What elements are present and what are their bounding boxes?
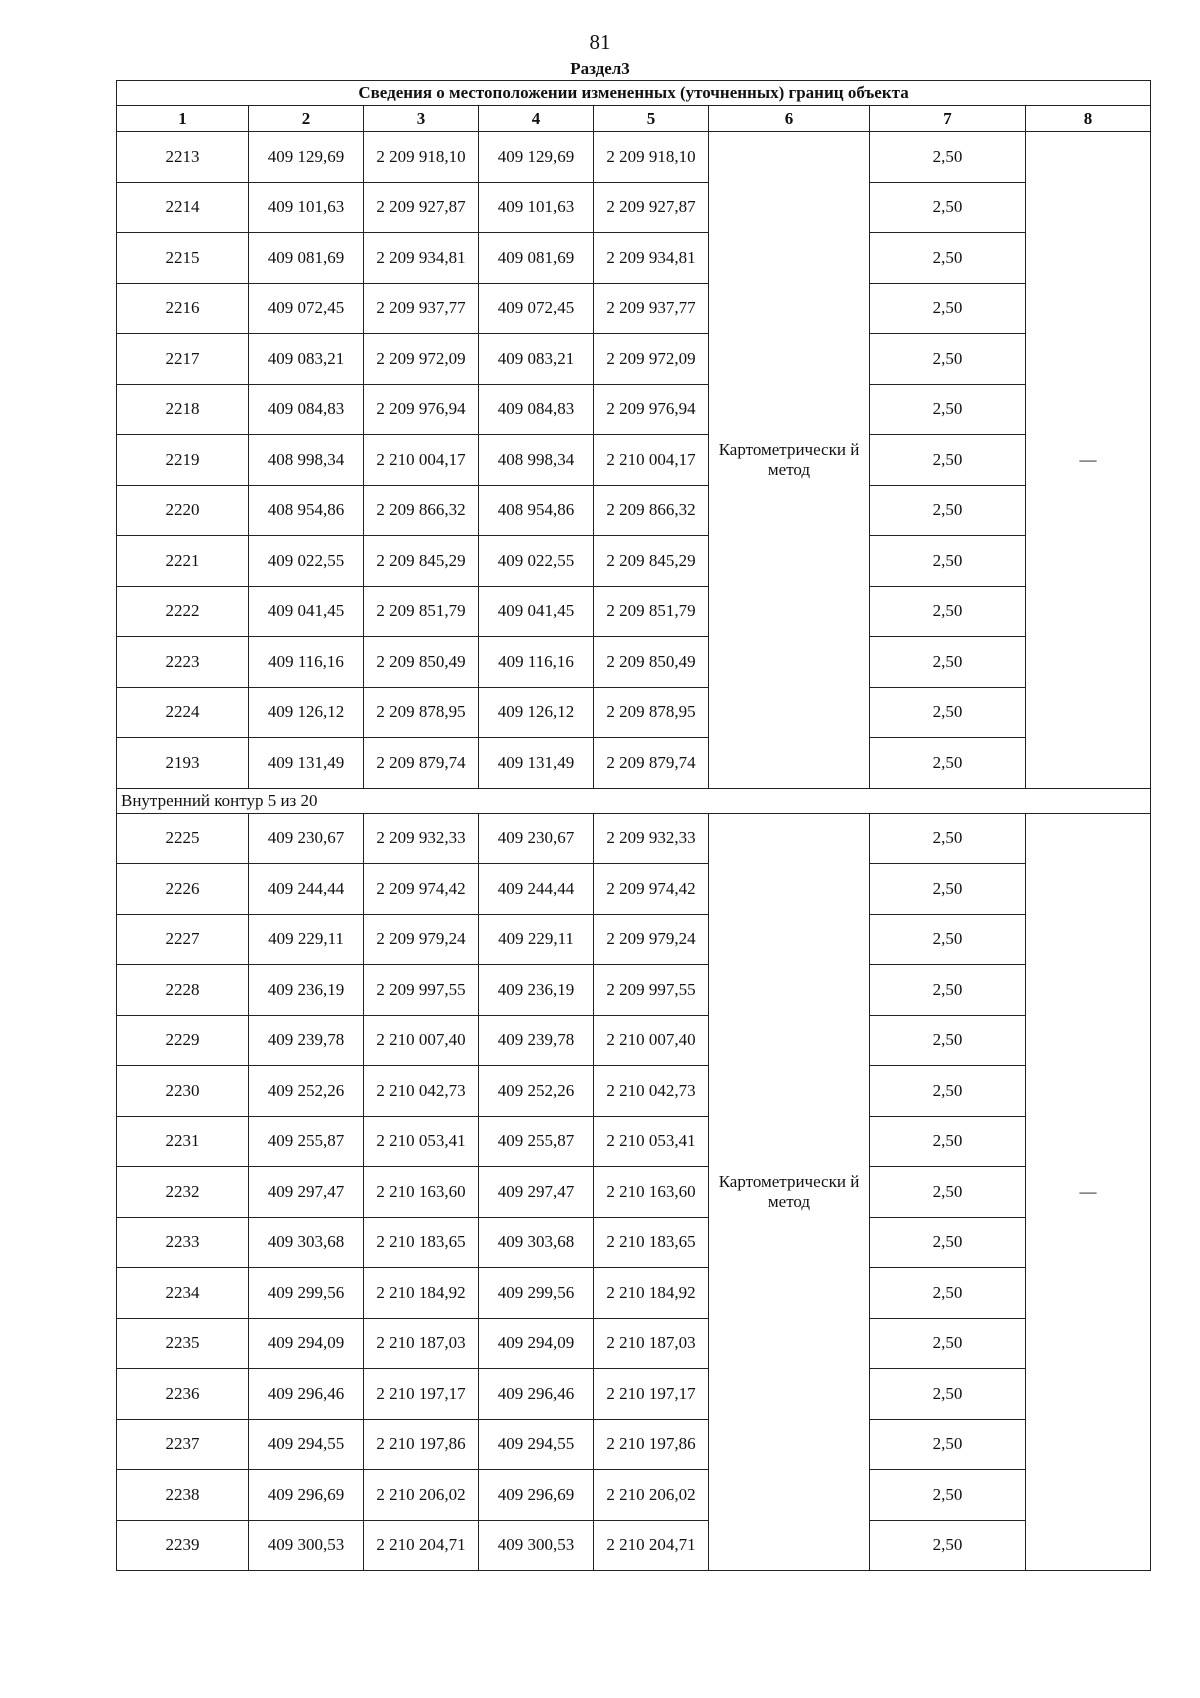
point-number-cell: 2213 — [117, 132, 249, 183]
x-existing-cell: 409 129,69 — [249, 132, 364, 183]
x-existing-cell: 408 998,34 — [249, 435, 364, 486]
y-existing-cell: 2 209 932,33 — [364, 813, 479, 864]
point-number-cell: 2233 — [117, 1217, 249, 1268]
y-new-cell: 2 210 163,60 — [594, 1167, 709, 1218]
column-header-5: 5 — [594, 106, 709, 132]
table-row — [117, 687, 1151, 738]
y-new-cell: 2 209 979,24 — [594, 914, 709, 965]
table-row — [117, 965, 1151, 1016]
x-new-cell: 409 084,83 — [479, 384, 594, 435]
x-existing-cell: 409 126,12 — [249, 687, 364, 738]
x-new-cell: 409 126,12 — [479, 687, 594, 738]
contour-label: Внутренний контур 5 из 20 — [117, 788, 1151, 813]
table-row — [117, 586, 1151, 637]
accuracy-cell: 2,50 — [870, 1520, 1026, 1571]
x-new-cell: 409 116,16 — [479, 637, 594, 688]
y-new-cell: 2 209 927,87 — [594, 182, 709, 233]
table-row — [117, 1066, 1151, 1117]
y-existing-cell: 2 210 163,60 — [364, 1167, 479, 1218]
point-number-cell: 2239 — [117, 1520, 249, 1571]
y-new-cell: 2 209 851,79 — [594, 586, 709, 637]
x-new-cell: 408 998,34 — [479, 435, 594, 486]
column-header-7: 7 — [870, 106, 1026, 132]
x-existing-cell: 409 252,26 — [249, 1066, 364, 1117]
accuracy-cell: 2,50 — [870, 1369, 1026, 1420]
accuracy-cell: 2,50 — [870, 536, 1026, 587]
table-row — [117, 384, 1151, 435]
table-row — [117, 1217, 1151, 1268]
column-header-row — [117, 106, 1151, 132]
point-number-cell: 2227 — [117, 914, 249, 965]
table-row — [117, 637, 1151, 688]
x-new-cell: 409 255,87 — [479, 1116, 594, 1167]
accuracy-cell: 2,50 — [870, 1116, 1026, 1167]
point-number-cell: 2214 — [117, 182, 249, 233]
accuracy-cell: 2,50 — [870, 1167, 1026, 1218]
y-new-cell: 2 209 997,55 — [594, 965, 709, 1016]
x-new-cell: 408 954,86 — [479, 485, 594, 536]
x-existing-cell: 409 116,16 — [249, 637, 364, 688]
point-number-cell: 2225 — [117, 813, 249, 864]
table-row — [117, 435, 1151, 486]
y-new-cell: 2 210 007,40 — [594, 1015, 709, 1066]
point-number-cell: 2237 — [117, 1419, 249, 1470]
y-existing-cell: 2 209 934,81 — [364, 233, 479, 284]
accuracy-cell: 2,50 — [870, 485, 1026, 536]
accuracy-cell: 2,50 — [870, 1419, 1026, 1470]
x-existing-cell: 409 084,83 — [249, 384, 364, 435]
y-new-cell: 2 210 197,86 — [594, 1419, 709, 1470]
x-existing-cell: 409 294,09 — [249, 1318, 364, 1369]
point-number-cell: 2220 — [117, 485, 249, 536]
table-row — [117, 233, 1151, 284]
y-existing-cell: 2 209 972,09 — [364, 334, 479, 385]
x-existing-cell: 409 303,68 — [249, 1217, 364, 1268]
table-row — [117, 1268, 1151, 1319]
accuracy-cell: 2,50 — [870, 813, 1026, 864]
x-new-cell: 409 230,67 — [479, 813, 594, 864]
accuracy-cell: 2,50 — [870, 1217, 1026, 1268]
y-new-cell: 2 210 042,73 — [594, 1066, 709, 1117]
column-header-8: 8 — [1026, 106, 1151, 132]
x-existing-cell: 409 244,44 — [249, 864, 364, 915]
x-existing-cell: 409 236,19 — [249, 965, 364, 1016]
x-new-cell: 409 022,55 — [479, 536, 594, 587]
boundary-table — [116, 80, 1151, 1571]
y-existing-cell: 2 209 918,10 — [364, 132, 479, 183]
x-new-cell: 409 294,09 — [479, 1318, 594, 1369]
x-existing-cell: 409 229,11 — [249, 914, 364, 965]
accuracy-cell: 2,50 — [870, 1470, 1026, 1521]
table-row — [117, 1520, 1151, 1571]
point-number-cell: 2235 — [117, 1318, 249, 1369]
table-row — [117, 738, 1151, 789]
table-row — [117, 1116, 1151, 1167]
accuracy-cell: 2,50 — [870, 132, 1026, 183]
column-8-cell: — — [1026, 813, 1151, 1571]
x-existing-cell: 408 954,86 — [249, 485, 364, 536]
y-existing-cell: 2 209 979,24 — [364, 914, 479, 965]
point-number-cell: 2228 — [117, 965, 249, 1016]
point-number-cell: 2238 — [117, 1470, 249, 1521]
accuracy-cell: 2,50 — [870, 864, 1026, 915]
x-existing-cell: 409 294,55 — [249, 1419, 364, 1470]
y-existing-cell: 2 209 937,77 — [364, 283, 479, 334]
table-row — [117, 1470, 1151, 1521]
x-existing-cell: 409 101,63 — [249, 182, 364, 233]
x-new-cell: 409 297,47 — [479, 1167, 594, 1218]
x-new-cell: 409 131,49 — [479, 738, 594, 789]
accuracy-cell: 2,50 — [870, 334, 1026, 385]
x-existing-cell: 409 081,69 — [249, 233, 364, 284]
y-existing-cell: 2 210 184,92 — [364, 1268, 479, 1319]
x-existing-cell: 409 083,21 — [249, 334, 364, 385]
y-existing-cell: 2 209 879,74 — [364, 738, 479, 789]
x-new-cell: 409 129,69 — [479, 132, 594, 183]
x-new-cell: 409 239,78 — [479, 1015, 594, 1066]
table-row — [117, 1015, 1151, 1066]
accuracy-cell: 2,50 — [870, 586, 1026, 637]
y-existing-cell: 2 209 997,55 — [364, 965, 479, 1016]
x-existing-cell: 409 296,69 — [249, 1470, 364, 1521]
x-new-cell: 409 300,53 — [479, 1520, 594, 1571]
y-existing-cell: 2 209 851,79 — [364, 586, 479, 637]
table-row — [117, 283, 1151, 334]
accuracy-cell: 2,50 — [870, 1268, 1026, 1319]
y-existing-cell: 2 210 004,17 — [364, 435, 479, 486]
y-existing-cell: 2 209 878,95 — [364, 687, 479, 738]
y-new-cell: 2 209 974,42 — [594, 864, 709, 915]
x-new-cell: 409 296,69 — [479, 1470, 594, 1521]
y-new-cell: 2 210 053,41 — [594, 1116, 709, 1167]
x-existing-cell: 409 131,49 — [249, 738, 364, 789]
table-row — [117, 1167, 1151, 1218]
accuracy-cell: 2,50 — [870, 738, 1026, 789]
accuracy-cell: 2,50 — [870, 233, 1026, 284]
point-number-cell: 2230 — [117, 1066, 249, 1117]
x-new-cell: 409 081,69 — [479, 233, 594, 284]
x-new-cell: 409 303,68 — [479, 1217, 594, 1268]
x-new-cell: 409 296,46 — [479, 1369, 594, 1420]
y-existing-cell: 2 209 927,87 — [364, 182, 479, 233]
point-number-cell: 2226 — [117, 864, 249, 915]
x-existing-cell: 409 300,53 — [249, 1520, 364, 1571]
y-existing-cell: 2 209 974,42 — [364, 864, 479, 915]
x-new-cell: 409 244,44 — [479, 864, 594, 915]
point-number-cell: 2216 — [117, 283, 249, 334]
y-existing-cell: 2 210 206,02 — [364, 1470, 479, 1521]
column-header-3: 3 — [364, 106, 479, 132]
accuracy-cell: 2,50 — [870, 435, 1026, 486]
method-cell: Картометрически й метод — [709, 132, 870, 789]
table-row — [117, 813, 1151, 864]
y-new-cell: 2 210 183,65 — [594, 1217, 709, 1268]
point-number-cell: 2217 — [117, 334, 249, 385]
y-new-cell: 2 209 937,77 — [594, 283, 709, 334]
accuracy-cell: 2,50 — [870, 914, 1026, 965]
accuracy-cell: 2,50 — [870, 965, 1026, 1016]
column-header-4: 4 — [479, 106, 594, 132]
accuracy-cell: 2,50 — [870, 182, 1026, 233]
table-row — [117, 864, 1151, 915]
y-new-cell: 2 210 206,02 — [594, 1470, 709, 1521]
y-new-cell: 2 210 184,92 — [594, 1268, 709, 1319]
table-row — [117, 132, 1151, 183]
y-existing-cell: 2 210 197,86 — [364, 1419, 479, 1470]
method-cell: Картометрически й метод — [709, 813, 870, 1571]
x-new-cell: 409 294,55 — [479, 1419, 594, 1470]
point-number-cell: 2193 — [117, 738, 249, 789]
table-row — [117, 485, 1151, 536]
y-new-cell: 2 209 972,09 — [594, 334, 709, 385]
point-number-cell: 2222 — [117, 586, 249, 637]
point-number-cell: 2232 — [117, 1167, 249, 1218]
y-new-cell: 2 210 204,71 — [594, 1520, 709, 1571]
y-new-cell: 2 209 845,29 — [594, 536, 709, 587]
x-new-cell: 409 252,26 — [479, 1066, 594, 1117]
y-new-cell: 2 209 878,95 — [594, 687, 709, 738]
point-number-cell: 2231 — [117, 1116, 249, 1167]
table-row — [117, 182, 1151, 233]
y-existing-cell: 2 210 053,41 — [364, 1116, 479, 1167]
y-new-cell: 2 209 850,49 — [594, 637, 709, 688]
y-new-cell: 2 209 932,33 — [594, 813, 709, 864]
accuracy-cell: 2,50 — [870, 384, 1026, 435]
contour-row — [117, 788, 1151, 813]
y-new-cell: 2 210 197,17 — [594, 1369, 709, 1420]
x-new-cell: 409 236,19 — [479, 965, 594, 1016]
y-existing-cell: 2 209 845,29 — [364, 536, 479, 587]
x-new-cell: 409 041,45 — [479, 586, 594, 637]
point-number-cell: 2223 — [117, 637, 249, 688]
point-number-cell: 2218 — [117, 384, 249, 435]
x-existing-cell: 409 296,46 — [249, 1369, 364, 1420]
y-existing-cell: 2 210 197,17 — [364, 1369, 479, 1420]
point-number-cell: 2215 — [117, 233, 249, 284]
y-existing-cell: 2 210 007,40 — [364, 1015, 479, 1066]
point-number-cell: 2236 — [117, 1369, 249, 1420]
x-existing-cell: 409 299,56 — [249, 1268, 364, 1319]
column-8-cell: — — [1026, 132, 1151, 789]
y-new-cell: 2 209 976,94 — [594, 384, 709, 435]
x-new-cell: 409 229,11 — [479, 914, 594, 965]
table-row — [117, 334, 1151, 385]
x-new-cell: 409 101,63 — [479, 182, 594, 233]
column-header-2: 2 — [249, 106, 364, 132]
y-new-cell: 2 209 866,32 — [594, 485, 709, 536]
page-number: 81 — [589, 30, 611, 54]
accuracy-cell: 2,50 — [870, 1015, 1026, 1066]
accuracy-cell: 2,50 — [870, 1066, 1026, 1117]
y-existing-cell: 2 209 850,49 — [364, 637, 479, 688]
x-existing-cell: 409 239,78 — [249, 1015, 364, 1066]
accuracy-cell: 2,50 — [870, 687, 1026, 738]
x-new-cell: 409 072,45 — [479, 283, 594, 334]
x-new-cell: 409 299,56 — [479, 1268, 594, 1319]
table-row — [117, 1369, 1151, 1420]
table-title: Сведения о местоположении измененных (уточненных) границ объекта — [117, 81, 1151, 106]
point-number-cell: 2229 — [117, 1015, 249, 1066]
x-existing-cell: 409 255,87 — [249, 1116, 364, 1167]
table-row — [117, 1419, 1151, 1470]
x-existing-cell: 409 297,47 — [249, 1167, 364, 1218]
table-row — [117, 1318, 1151, 1369]
y-new-cell: 2 209 918,10 — [594, 132, 709, 183]
accuracy-cell: 2,50 — [870, 283, 1026, 334]
y-new-cell: 2 209 879,74 — [594, 738, 709, 789]
column-header-6: 6 — [709, 106, 870, 132]
point-number-cell: 2219 — [117, 435, 249, 486]
accuracy-cell: 2,50 — [870, 1318, 1026, 1369]
x-new-cell: 409 083,21 — [479, 334, 594, 385]
table-row — [117, 914, 1151, 965]
y-new-cell: 2 209 934,81 — [594, 233, 709, 284]
y-new-cell: 2 210 004,17 — [594, 435, 709, 486]
point-number-cell: 2221 — [117, 536, 249, 587]
section-title: Раздел3 — [570, 59, 630, 78]
y-new-cell: 2 210 187,03 — [594, 1318, 709, 1369]
y-existing-cell: 2 210 042,73 — [364, 1066, 479, 1117]
y-existing-cell: 2 210 204,71 — [364, 1520, 479, 1571]
x-existing-cell: 409 041,45 — [249, 586, 364, 637]
x-existing-cell: 409 022,55 — [249, 536, 364, 587]
y-existing-cell: 2 209 866,32 — [364, 485, 479, 536]
x-existing-cell: 409 230,67 — [249, 813, 364, 864]
accuracy-cell: 2,50 — [870, 637, 1026, 688]
column-header-1: 1 — [117, 106, 249, 132]
point-number-cell: 2224 — [117, 687, 249, 738]
y-existing-cell: 2 210 187,03 — [364, 1318, 479, 1369]
x-existing-cell: 409 072,45 — [249, 283, 364, 334]
table-row — [117, 536, 1151, 587]
point-number-cell: 2234 — [117, 1268, 249, 1319]
y-existing-cell: 2 210 183,65 — [364, 1217, 479, 1268]
y-existing-cell: 2 209 976,94 — [364, 384, 479, 435]
